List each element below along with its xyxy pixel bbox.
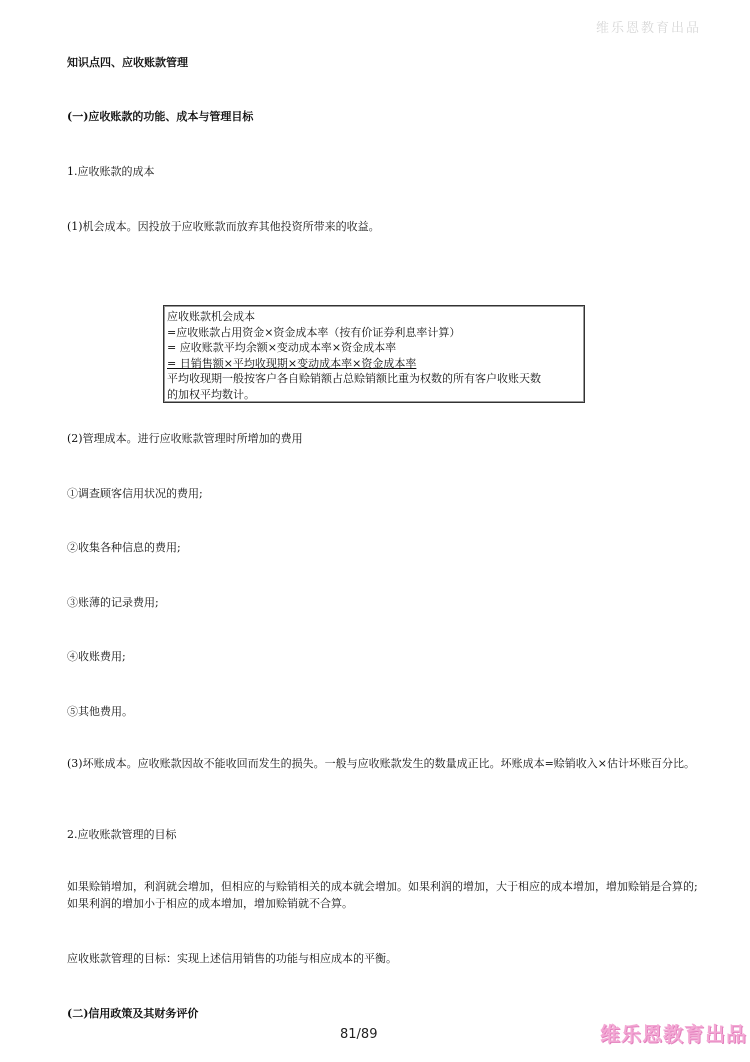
goal-summary: 应收账款管理的目标：实现上述信用销售的功能与相应成本的平衡。 xyxy=(67,952,397,965)
formula-line-6: 的加权平均数计。 xyxy=(167,387,255,401)
formula-box xyxy=(163,305,585,403)
mgmt-item-1: ①调查顾客信用状况的费用; xyxy=(67,487,203,500)
formula-line-3: = 应收账款平均余额×变动成本率×资金成本率 xyxy=(167,341,397,355)
management-cost-paragraph: (2)管理成本。进行应收账款管理时所增加的费用 xyxy=(67,432,303,445)
formula-line-5: 平均收现期一般按客户各自赊销额占总赊销额比重为权数的所有客户收账天数 xyxy=(167,372,541,386)
formula-line-2: =应收账款占用资金×资金成本率（按有价证券利息率计算） xyxy=(167,325,461,339)
formula-line-4: = 日销售额×平均收现期×变动成本率×资金成本率 xyxy=(167,356,417,370)
page-number: 81/89 xyxy=(340,1027,378,1042)
section-heading: 知识点四、应收账款管理 xyxy=(67,56,188,69)
footer-watermark-logo: 维乐恩教育出品 xyxy=(600,1022,747,1046)
subsection-heading-2: (二)信用政策及其财务评价 xyxy=(67,1007,199,1020)
bad-debt-paragraph: (3)坏账成本。应收账款因故不能收回而发生的损失。一般与应收账款发生的数量成正比。坏账成本=赊销收入×估计坏账百分比。 xyxy=(67,757,696,770)
mgmt-item-5: ⑤其他费用。 xyxy=(67,705,133,718)
mgmt-item-4: ④收账费用; xyxy=(67,650,126,663)
goal-paragraph: 如果赊销增加，利润就会增加，但相应的与赊销相关的成本就会增加。如果利润的增加，大于相应的成本增加，增加赊销是合算的;如果利润的增加小于相应的成本增加，增加赊销就不合算。 xyxy=(67,880,698,910)
subsection-heading-1: (一)应收账款的功能、成本与管理目标 xyxy=(67,110,254,123)
mgmt-item-3: ③账薄的记录费用; xyxy=(67,596,159,609)
opportunity-cost-paragraph: (1)机会成本。因投放于应收账款而放弃其他投资所带来的收益。 xyxy=(67,220,380,233)
mgmt-item-2: ②收集各种信息的费用; xyxy=(67,541,181,554)
item-heading-2: 2.应收账款管理的目标 xyxy=(67,828,177,841)
header-watermark: 维乐恩教育出品 xyxy=(596,21,702,36)
item-heading-1: 1.应收账款的成本 xyxy=(67,165,155,178)
formula-line-1: 应收账款机会成本 xyxy=(167,310,255,323)
